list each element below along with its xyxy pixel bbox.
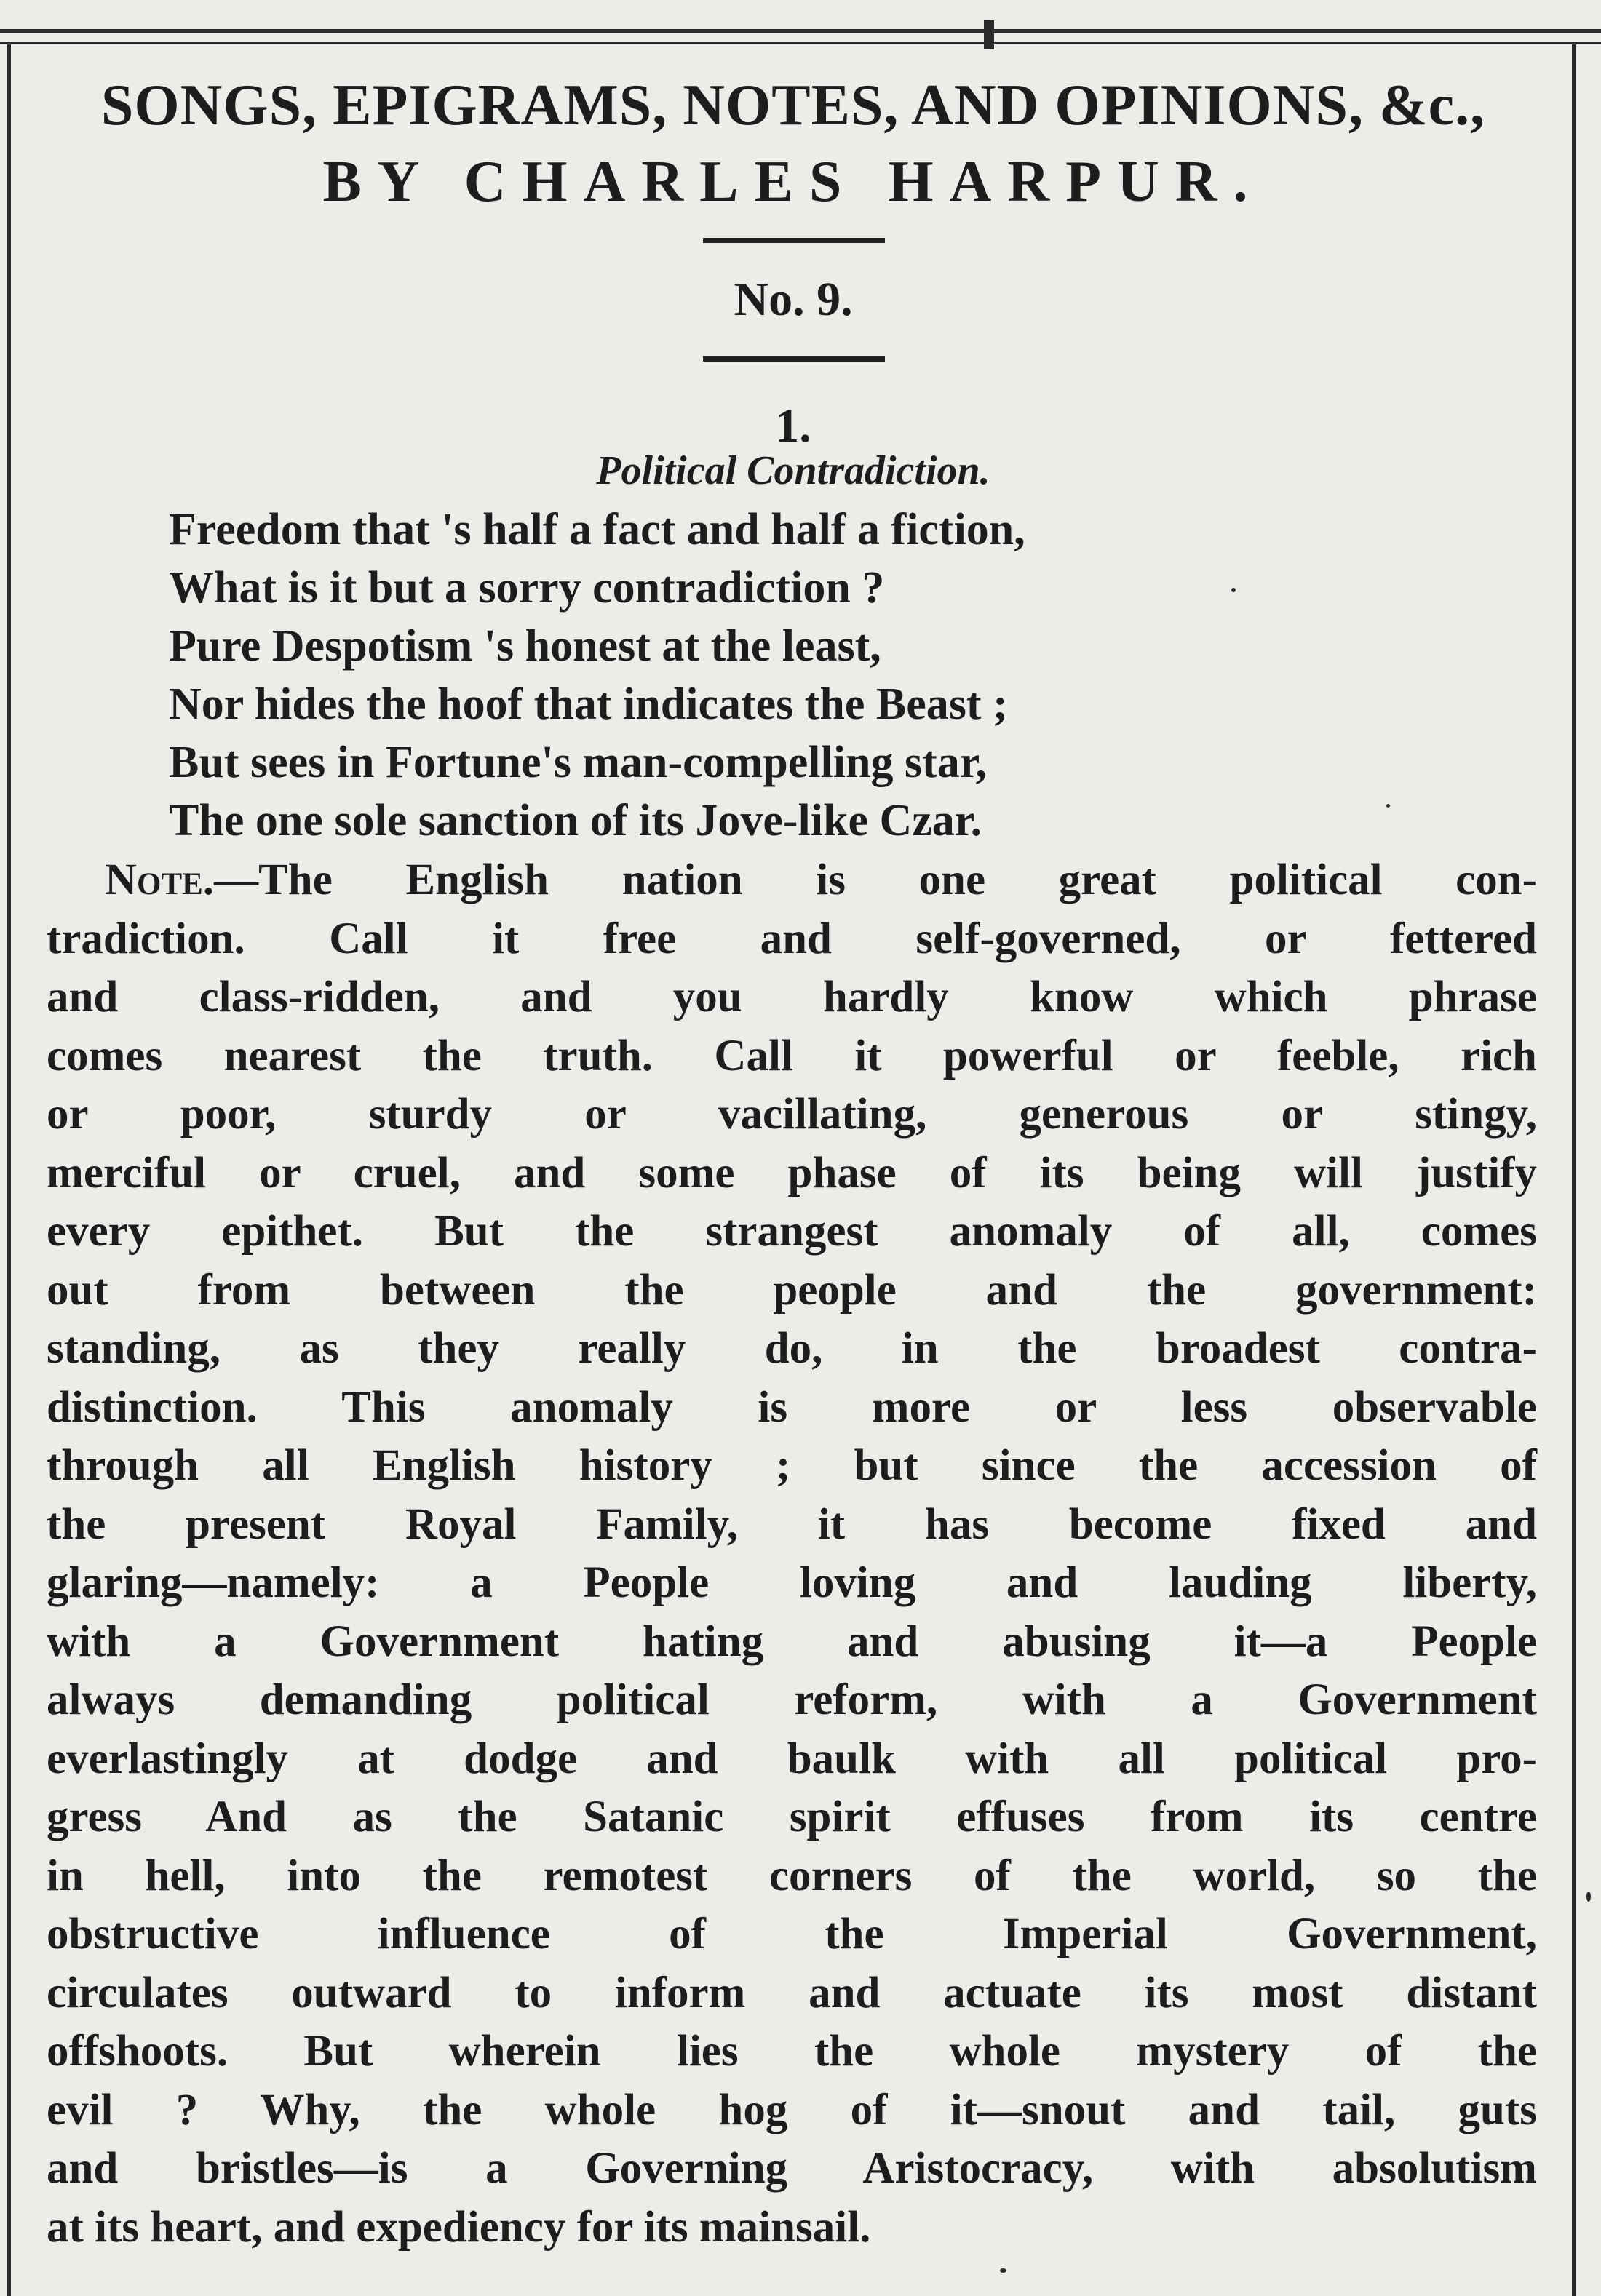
top-border-rule-inner — [0, 42, 1601, 44]
note-line-text: —The English nation is one great political con- — [214, 856, 1537, 904]
note-line: every epithet. But the strangest anomaly of all, comes — [47, 1207, 1537, 1256]
note-paragraph — [47, 851, 1537, 2257]
ink-speck — [1231, 588, 1236, 592]
note-line: or poor, sturdy or vacillating, generous or stingy, — [47, 1090, 1537, 1139]
right-column-rule — [1572, 44, 1576, 2296]
note-line: and class-ridden, and you hardly know which phrase — [47, 973, 1537, 1021]
note-line: glaring—namely: a People loving and lauding liberty, — [47, 1558, 1537, 1607]
note-line: evil ? Why, the whole hog of it—snout and tail, guts — [47, 2085, 1537, 2134]
article-heading-line-2: BY CHARLES HARPUR. — [322, 150, 1264, 214]
column-notch — [984, 20, 994, 49]
issue-number: No. 9. — [734, 273, 853, 326]
left-column-rule — [7, 44, 11, 2296]
poem-line: Freedom that 's half a fact and half a fiction, — [169, 505, 1025, 554]
note-line: offshoots. But wherein lies the whole mystery of the — [47, 2027, 1537, 2076]
divider-rule-lower — [703, 356, 885, 362]
article-heading-line-1: SONGS, EPIGRAMS, NOTES, AND OPINIONS, &c., — [100, 73, 1486, 137]
poem-line: Nor hides the hoof that indicates the Beast ; — [169, 679, 1008, 729]
note-line: always demanding political reform, with a Government — [47, 1675, 1537, 1724]
note-line: comes nearest the truth. Call it powerful or feeble, rich — [47, 1031, 1537, 1080]
ink-speck — [1386, 804, 1390, 808]
note-line: at its heart, and expediency for its mainsail. — [47, 2202, 871, 2252]
top-border-rule — [0, 29, 1601, 33]
ink-speck — [1586, 1892, 1591, 1902]
note-line — [47, 851, 1537, 910]
note-line: and bristles—is a Governing Aristocracy, with absolutism — [47, 2144, 1537, 2193]
note-line: circulates outward to inform and actuate its most distant — [47, 1968, 1537, 2017]
poem-line: What is it but a sorry contradiction ? — [169, 563, 885, 613]
section-number: 1. — [775, 399, 811, 453]
poem-line: The one sole sanction of its Jove-like Czar. — [169, 796, 982, 845]
note-line: the present Royal Family, it has become fixed and — [47, 1499, 1537, 1549]
poem-stanza — [169, 501, 1406, 850]
ink-speck — [1000, 2268, 1006, 2273]
poem-title: Political Contradiction. — [596, 448, 990, 493]
note-line: standing, as they really do, in the broadest contra- — [47, 1324, 1537, 1373]
note-line: gress And as the Satanic spirit effuses from its centre — [47, 1793, 1537, 1841]
poem-line: Pure Despotism 's honest at the least, — [169, 621, 881, 671]
poem-line: But sees in Fortune's man-compelling star, — [169, 738, 988, 787]
divider-rule-upper — [703, 238, 885, 243]
note-line: distinction. This anomaly is more or less observable — [47, 1382, 1537, 1432]
note-line: obstructive influence of the Imperial Government, — [47, 1910, 1537, 1958]
note-line: everlastingly at dodge and baulk with all political pro- — [47, 1734, 1537, 1783]
note-line: with a Government hating and abusing it—a People — [47, 1617, 1537, 1666]
note-line: in hell, into the remotest corners of the world, so the — [47, 1851, 1537, 1900]
note-label: Note. — [105, 856, 215, 904]
note-line: out from between the people and the government: — [47, 1265, 1537, 1315]
note-line: merciful or cruel, and some phase of its being will justify — [47, 1148, 1537, 1197]
note-line: tradiction. Call it free and self-governed, or fettered — [47, 914, 1537, 963]
note-line: through all English history ; but since the accession of — [47, 1441, 1537, 1490]
